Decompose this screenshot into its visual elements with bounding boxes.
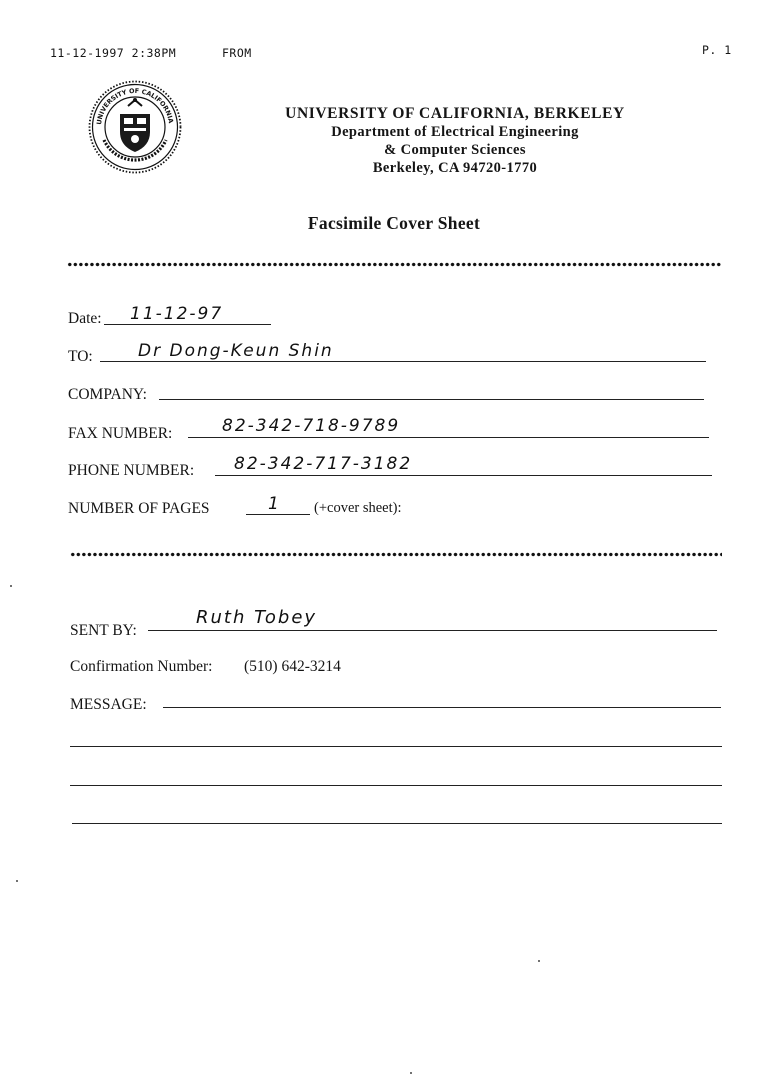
to-label: TO: xyxy=(68,348,93,365)
date-line xyxy=(104,324,271,325)
phone-number-label: PHONE NUMBER: xyxy=(68,462,195,479)
scan-speck xyxy=(410,1072,412,1074)
message-line-4[interactable] xyxy=(72,823,722,824)
confirmation-number: (510) 642-3214 xyxy=(244,658,341,675)
pages-label: NUMBER OF PAGES xyxy=(68,500,210,517)
sent-by-line xyxy=(148,630,717,631)
message-line-2[interactable] xyxy=(70,746,722,747)
phone-number-value[interactable]: 82-342-717-3182 xyxy=(234,454,413,474)
fax-number-line xyxy=(188,437,709,438)
message-line-3[interactable] xyxy=(70,785,722,786)
to-value[interactable]: Dr Dong-Keun Shin xyxy=(138,341,334,361)
date-value[interactable]: 11-12-97 xyxy=(130,304,224,324)
scan-speck xyxy=(16,880,18,882)
seal-text: UNIVERSITY OF CALIFORNIA xyxy=(95,86,175,126)
department-name: Department of Electrical Engineering xyxy=(331,124,579,140)
university-seal-icon xyxy=(88,80,182,174)
company-label: COMPANY: xyxy=(68,386,147,403)
scan-speck xyxy=(10,585,12,587)
department-name-2: & Computer Sciences xyxy=(384,142,526,158)
address: Berkeley, CA 94720-1770 xyxy=(372,160,538,176)
pages-line xyxy=(246,514,310,515)
fax-number-label: FAX NUMBER: xyxy=(68,425,173,442)
message-label: MESSAGE: xyxy=(70,696,147,713)
university-name: UNIVERSITY OF CALIFORNIA, BERKELEY xyxy=(285,105,625,122)
phone-number-line xyxy=(215,475,712,476)
company-line xyxy=(159,399,704,400)
fax-page-number: P. 1 xyxy=(702,43,732,57)
confirmation-label: Confirmation Number: xyxy=(70,658,213,675)
sent-by-label: SENT BY: xyxy=(70,622,137,639)
letterhead xyxy=(250,105,660,177)
pages-suffix: (+cover sheet): xyxy=(314,500,402,516)
dotted-divider-top xyxy=(67,262,722,267)
to-line xyxy=(100,361,706,362)
date-label: Date: xyxy=(68,310,102,327)
message-line-1[interactable] xyxy=(163,707,721,708)
fax-from-label: FROM xyxy=(222,46,252,60)
page-title: Facsimile Cover Sheet xyxy=(307,213,481,233)
sent-by-value[interactable]: Ruth Tobey xyxy=(196,607,318,628)
fax-number-value[interactable]: 82-342-718-9789 xyxy=(222,416,401,436)
pages-value[interactable]: 1 xyxy=(268,494,281,514)
dotted-divider-bottom xyxy=(70,552,722,557)
fax-timestamp: 11-12-1997 2:38PM xyxy=(50,46,177,60)
scan-speck xyxy=(538,960,540,962)
